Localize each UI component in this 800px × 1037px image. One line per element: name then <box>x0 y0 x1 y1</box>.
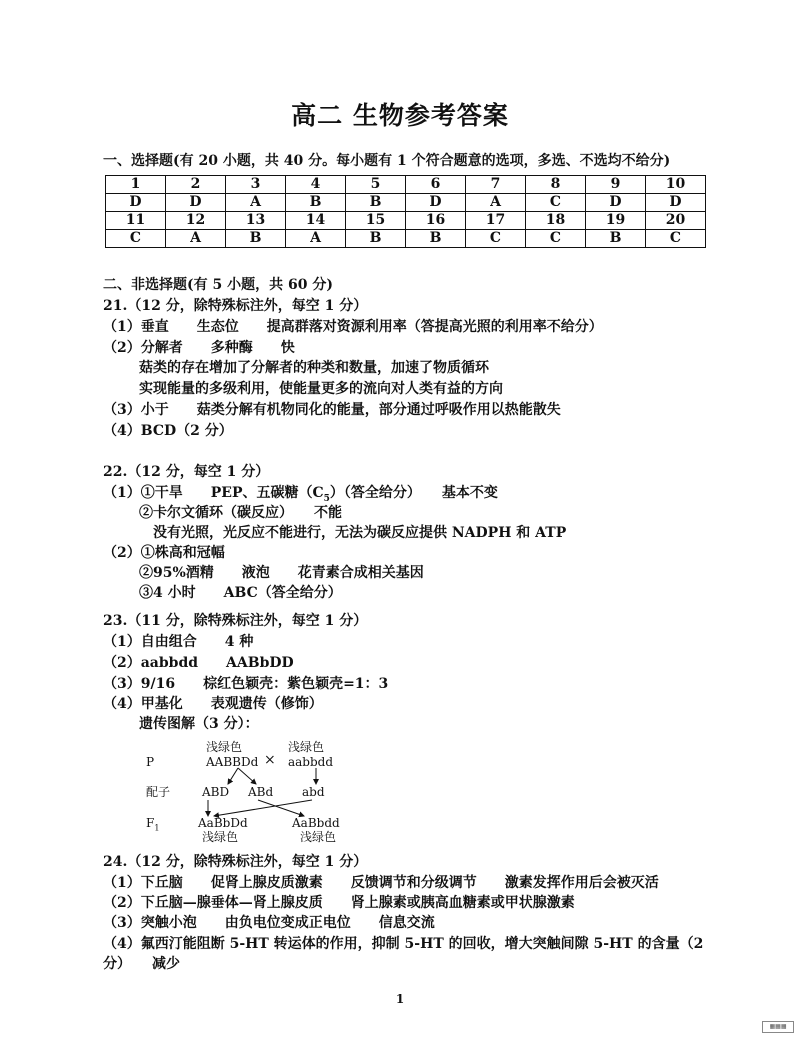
answer-table-cell: 9 <box>586 176 646 194</box>
q23-line: （3）9/16 棕红色颖壳：紫色颖壳=1：3 <box>103 676 389 692</box>
watermark-stamp: ▦▦▦ <box>762 1021 794 1033</box>
answer-table-cell: C <box>526 194 586 212</box>
q21-line: （4）BCD（2 分） <box>103 423 233 439</box>
answer-table <box>105 175 706 248</box>
q22-header: 22.（12 分，每空 1 分） <box>103 464 270 480</box>
p2-phenotype: 浅绿色 <box>288 740 325 754</box>
q22-text: （1）①干旱 PEP、五碳糖（C <box>103 485 324 501</box>
answer-table-cell: 2 <box>166 176 226 194</box>
answer-table-cell: B <box>406 230 466 248</box>
answer-table-cell: A <box>466 194 526 212</box>
q21-line: （3）小于 菇类分解有机物同化的能量，部分通过呼吸作用以热能散失 <box>103 402 561 418</box>
answer-table-cell: B <box>286 194 346 212</box>
q22-line: ③4 小时 ABC（答全给分） <box>139 585 342 601</box>
p-label: P <box>146 755 155 769</box>
section2-note: (有 5 小题，共 60 分) <box>187 277 333 293</box>
answer-table-cell: 4 <box>286 176 346 194</box>
q24-line: （2）下丘脑—腺垂体—肾上腺皮质 肾上腺素或胰高血糖素或甲状腺激素 <box>103 895 575 911</box>
answer-table-cell: B <box>586 230 646 248</box>
answer-table-cell: A <box>286 230 346 248</box>
page-title: 高二 生物参考答案 <box>291 101 509 130</box>
answer-table-cell: 1 <box>106 176 166 194</box>
gamete-abd-upper: ABD <box>202 785 230 799</box>
answer-table-cell: 8 <box>526 176 586 194</box>
answer-table-cell: A <box>166 230 226 248</box>
answer-table-cell: C <box>646 230 706 248</box>
section1-heading <box>103 152 670 170</box>
p2-genotype: aabbdd <box>288 755 334 769</box>
f1-offspring1-phenotype: 浅绿色 <box>202 830 239 844</box>
q24-line: 分） 减少 <box>103 956 180 972</box>
q21-line: （1）垂直 生态位 提高群落对资源利用率（答提高光照的利用率不给分） <box>103 319 603 335</box>
answer-table-cell: B <box>346 230 406 248</box>
answer-table-cell: D <box>166 194 226 212</box>
section1-label: 一、选择题 <box>103 153 173 169</box>
f1-offspring2-phenotype: 浅绿色 <box>300 830 337 844</box>
answer-table-cell: 6 <box>406 176 466 194</box>
q24-line: （4）氟西汀能阻断 5-HT 转运体的作用，抑制 5-HT 的回收，增大突触间隙 5-HT 的含量（2 <box>103 936 704 952</box>
answer-table-cell: 13 <box>226 212 286 230</box>
section2-heading <box>103 276 333 294</box>
answer-table-cell: D <box>646 194 706 212</box>
answer-table-cell: B <box>226 230 286 248</box>
answer-table-cell: 20 <box>646 212 706 230</box>
gamete-label: 配子 <box>146 785 171 799</box>
q21-line: 实现能量的多级利用，使能量更多的流向对人类有益的方向 <box>139 381 503 397</box>
q24-line: （1）下丘脑 促肾上腺皮质激素 反馈调节和分级调节 激素发挥作用后会被灭活 <box>103 875 659 891</box>
cross-symbol: × <box>264 752 276 768</box>
answer-table-cell: 17 <box>466 212 526 230</box>
q22-line: ②95%酒精 液泡 花青素合成相关基因 <box>139 565 424 581</box>
p1-genotype: AABBDd <box>206 755 259 769</box>
answer-table-cell: C <box>466 230 526 248</box>
q24-header: 24.（12 分，除特殊标注外，每空 1 分） <box>103 854 368 870</box>
f1-offspring2-genotype: AaBbdd <box>292 816 340 830</box>
q23-line: （1）自由组合 4 种 <box>103 634 254 650</box>
f1-subscript: 1 <box>154 823 160 833</box>
answer-table-row <box>106 212 706 230</box>
f1-offspring1-genotype: AaBbDd <box>198 816 248 830</box>
answer-table-cell: 7 <box>466 176 526 194</box>
gamete-abd-mixed: ABd <box>248 785 274 799</box>
p1-phenotype: 浅绿色 <box>206 740 243 754</box>
gamete-abd-lower: abd <box>302 785 325 799</box>
answer-table-cell: A <box>226 194 286 212</box>
q24-line: （3）突触小泡 由负电位变成正电位 信息交流 <box>103 915 435 931</box>
answer-table-cell: D <box>106 194 166 212</box>
q23-line: （4）甲基化 表观遗传（修饰） <box>103 696 323 712</box>
answer-table-cell: 15 <box>346 212 406 230</box>
q21-line: 菇类的存在增加了分解者的种类和数量，加速了物质循环 <box>139 360 489 376</box>
f1-label <box>146 816 159 835</box>
answer-table-cell: D <box>406 194 466 212</box>
f1-label-text: F <box>146 816 155 830</box>
q22-subscript: 5 <box>323 493 330 504</box>
section1-note: (有 20 小题，共 40 分。每小题有 1 个符合题意的选项，多选、不选均不给分) <box>173 153 671 169</box>
answer-table-row <box>106 194 706 212</box>
section2-label: 二、非选择题 <box>103 277 187 293</box>
q22-text: ）（答全给分） 基本不变 <box>329 485 498 501</box>
answer-table-cell: C <box>526 230 586 248</box>
answer-table-cell: 10 <box>646 176 706 194</box>
q23-header: 23.（11 分，除特殊标注外，每空 1 分） <box>103 613 368 629</box>
q22-line: ②卡尔文循环（碳反应） 不能 <box>139 505 342 521</box>
answer-table-cell: 11 <box>106 212 166 230</box>
answer-table-cell: D <box>586 194 646 212</box>
q22-line: （2）①株高和冠幅 <box>103 545 225 561</box>
q23-line: （2）aabbdd AABbDD <box>103 655 294 671</box>
answer-table-cell: 3 <box>226 176 286 194</box>
answer-table-cell: 14 <box>286 212 346 230</box>
answer-table-row <box>106 176 706 194</box>
page-number: 1 <box>395 992 405 1006</box>
q21-header: 21.（12 分，除特殊标注外，每空 1 分） <box>103 298 368 314</box>
q22-line: 没有光照，光反应不能进行，无法为碳反应提供 NADPH 和 ATP <box>153 525 567 541</box>
answer-table-cell: 18 <box>526 212 586 230</box>
answer-table-cell: C <box>106 230 166 248</box>
answer-table-cell: 5 <box>346 176 406 194</box>
q21-line: （2）分解者 多种酶 快 <box>103 340 295 356</box>
answer-table-row <box>106 230 706 248</box>
answer-table-cell: B <box>346 194 406 212</box>
q23-line: 遗传图解（3 分）： <box>139 716 259 732</box>
answer-table-cell: 12 <box>166 212 226 230</box>
genetic-arrows <box>140 760 380 820</box>
answer-table-cell: 16 <box>406 212 466 230</box>
answer-table-cell: 19 <box>586 212 646 230</box>
